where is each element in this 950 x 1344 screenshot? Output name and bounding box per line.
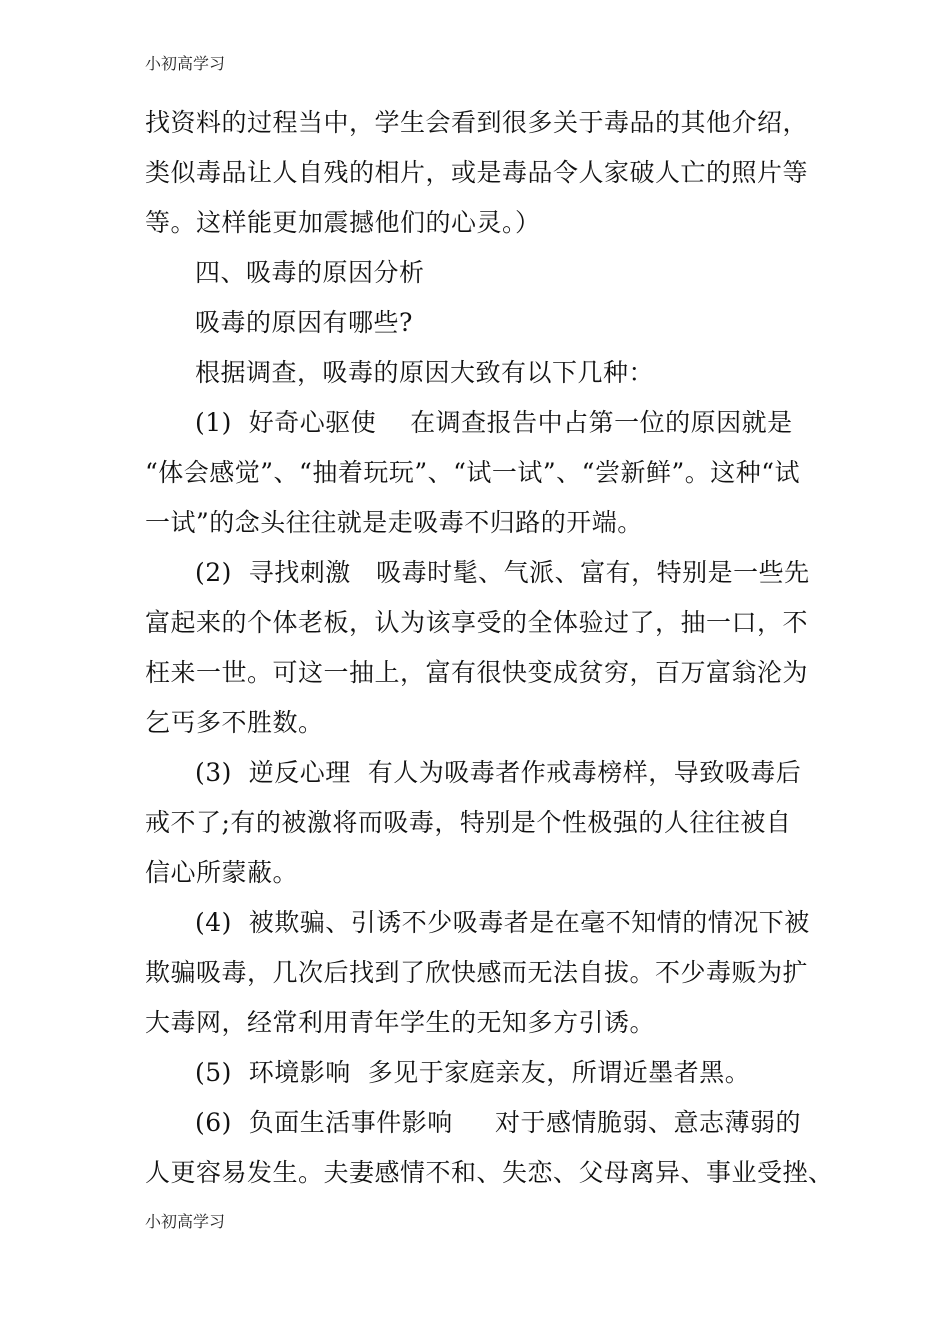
- text-line: (5) 环境影响 多见于家庭亲友，所谓近墨者黑。: [195, 1058, 751, 1087]
- text-line: 欺骗吸毒，几次后找到了欣快感而无法自拔。不少毒贩为扩: [145, 958, 809, 987]
- text-line: (2) 寻找刺激 吸毒时髦、气派、富有，特别是一些先: [195, 558, 810, 587]
- text-line: 吸毒的原因有哪些?: [195, 308, 413, 337]
- page-footer: 小初高学习: [145, 1212, 226, 1231]
- text-line: 根据调查，吸毒的原因大致有以下几种：: [195, 358, 655, 387]
- text-line: (3) 逆反心理 有人为吸毒者作戒毒榜样，导致吸毒后: [195, 758, 802, 787]
- text-line: 类似毒品让人自残的相片，或是毒品令人家破人亡的照片等: [145, 158, 809, 187]
- text-line: 乞丐多不胜数。: [145, 708, 324, 737]
- text-line: 戒不了;有的被激将而吸毒，特别是个性极强的人往往被自: [145, 808, 792, 837]
- text-line: 人更容易发生。夫妻感情不和、失恋、父母离异、事业受挫、: [145, 1158, 834, 1187]
- text-line: (6) 负面生活事件影响 对于感情脆弱、意志薄弱的: [195, 1108, 802, 1137]
- text-line: 一试”的念头往往就是走吸毒不归路的开端。: [145, 508, 643, 537]
- text-line: 信心所蒙蔽。: [145, 858, 299, 887]
- text-line: 富起来的个体老板，认为该享受的全体验过了，抽一口，不: [145, 608, 809, 637]
- text-line: 找资料的过程当中，学生会看到很多关于毒品的其他介绍，: [145, 108, 809, 137]
- text-line: 等。这样能更加震撼他们的心灵。）: [145, 208, 541, 237]
- text-line: (4) 被欺骗、引诱不少吸毒者是在毫不知情的情况下被: [195, 908, 810, 937]
- text-line: (1) 好奇心驱使 在调查报告中占第一位的原因就是: [195, 408, 793, 437]
- body-text: [145, 98, 834, 1198]
- page-header: 小初高学习: [145, 54, 226, 73]
- text-line: 枉来一世。可这一抽上，富有很快变成贫穷，百万富翁沦为: [145, 658, 809, 687]
- text-line: “体会感觉”、“抽着玩玩”、“试一试”、“尝新鲜”。这种“试: [145, 458, 801, 487]
- text-line: 大毒网，经常利用青年学生的无知多方引诱。: [145, 1008, 656, 1037]
- text-line: 四、吸毒的原因分析: [195, 258, 425, 287]
